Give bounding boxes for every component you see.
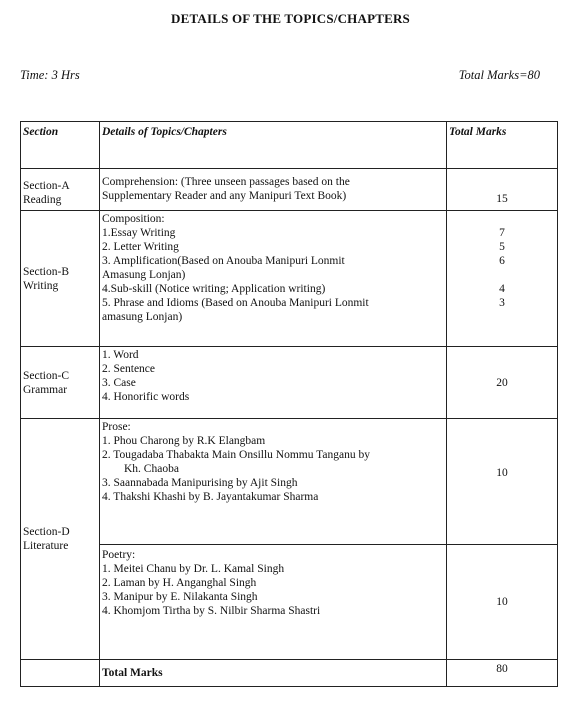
marks-value: 6	[499, 255, 505, 267]
section-code: Section-D	[23, 526, 70, 538]
table-row-grammar	[21, 347, 558, 419]
section-code: Section-A	[23, 179, 70, 192]
detail-line: amasung Lonjan)	[102, 311, 183, 323]
details-cell-grammar	[100, 347, 447, 419]
detail-line: 4. Thakshi Khashi by B. Jayantakumar Sharma	[102, 491, 319, 503]
section-code: Section-B	[23, 265, 69, 278]
detail-line: Amasung Lonjan)	[102, 269, 186, 281]
detail-line: 3. Saannabada Manipurising by Ajit Singh	[102, 477, 298, 489]
marks-value: 7	[499, 227, 505, 239]
detail-line: 1. Phou Charong by R.K Elangbam	[102, 435, 266, 447]
topics-table	[20, 121, 558, 687]
table-row-writing	[21, 211, 558, 347]
detail-line: Composition:	[102, 213, 165, 225]
detail-line: 2. Letter Writing	[102, 241, 179, 253]
detail-line: 2. Laman by H. Anganghal Singh	[102, 577, 257, 589]
section-cell-grammar	[21, 347, 100, 419]
detail-line: 3. Manipur by E. Nilakanta Singh	[102, 591, 258, 603]
section-cell-writing	[21, 211, 100, 347]
detail-line: 5. Phrase and Idioms (Based on Anouba Manipuri Lonmit	[102, 297, 369, 309]
total-empty-cell	[21, 660, 100, 687]
marks-value: 10	[496, 596, 508, 608]
table-row-total	[21, 660, 558, 687]
detail-line: Supplementary Reader and any Manipuri Text Book)	[102, 190, 347, 202]
marks-cell-writing	[447, 211, 558, 347]
detail-line: Poetry:	[102, 549, 136, 561]
marks-cell-grammar	[447, 347, 558, 419]
marks-value: 4	[499, 283, 505, 295]
total-value: 80	[496, 663, 508, 675]
details-cell-poetry	[100, 545, 447, 660]
detail-line: Kh. Chaoba	[124, 463, 179, 475]
section-name: Grammar	[23, 383, 68, 396]
total-marks-label: Total Marks=80	[458, 68, 540, 82]
total-value-cell	[447, 660, 558, 687]
details-cell-prose	[100, 419, 447, 545]
detail-line: 3. Amplification(Based on Anouba Manipuri Lonmit	[102, 255, 345, 267]
section-name: Reading	[23, 193, 62, 206]
header-section: Section	[21, 122, 100, 169]
detail-line: 4. Khomjom Tirtha by S. Nilbir Sharma Shastri	[102, 605, 321, 617]
details-cell-reading	[100, 169, 447, 211]
detail-line: 3. Case	[102, 377, 136, 389]
detail-line: 4.Sub-skill (Notice writing; Application writing)	[102, 283, 326, 295]
detail-line: 2. Tougadaba Thabakta Main Onsillu Nommu Tanganu by	[102, 449, 370, 461]
total-label-cell	[100, 660, 447, 687]
table-row-reading	[21, 169, 558, 211]
table-row-literature-poetry	[21, 545, 558, 660]
header-total-marks: Total Marks	[447, 122, 558, 169]
section-name: Writing	[23, 279, 59, 292]
detail-line: Prose:	[102, 421, 131, 433]
marks-value: 5	[499, 241, 505, 253]
header-details: Details of Topics/Chapters	[100, 122, 447, 169]
details-cell-writing	[100, 211, 447, 347]
table-header-row	[21, 122, 558, 169]
detail-line: 2. Sentence	[102, 363, 156, 375]
total-label: Total Marks	[102, 667, 163, 679]
marks-value: 15	[496, 193, 508, 205]
marks-cell-reading	[447, 169, 558, 211]
marks-value: 10	[496, 467, 508, 479]
section-cell-reading	[21, 169, 100, 211]
marks-value: 20	[496, 376, 508, 389]
detail-line: 1. Word	[102, 349, 139, 361]
section-cell-literature	[21, 419, 100, 660]
marks-value: 3	[499, 297, 505, 309]
marks-cell-prose	[447, 419, 558, 545]
detail-line: 4. Honorific words	[102, 391, 190, 403]
time-label: Time: 3 Hrs	[20, 68, 80, 82]
section-code: Section-C	[23, 369, 69, 382]
section-name: Literature	[23, 540, 69, 552]
marks-cell-poetry	[447, 545, 558, 660]
page-title: DETAILS OF THE TOPICS/CHAPTERS	[171, 11, 410, 26]
detail-line: 1.Essay Writing	[102, 227, 176, 239]
detail-line: Comprehension: (Three unseen passages based on the	[102, 176, 350, 188]
table-row-literature-prose	[21, 419, 558, 545]
detail-line: 1. Meitei Chanu by Dr. L. Kamal Singh	[102, 563, 285, 575]
